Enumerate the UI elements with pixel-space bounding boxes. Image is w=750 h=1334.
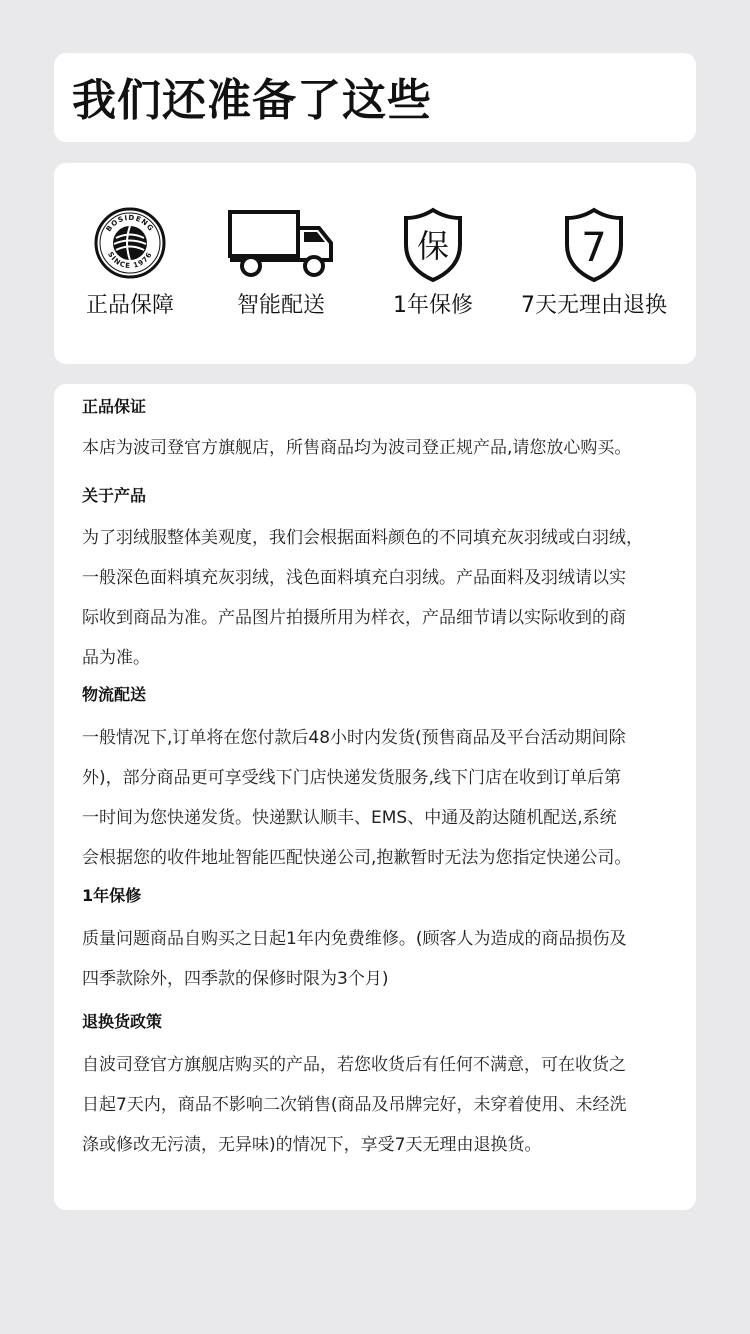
svg-text:BOSIDENG: BOSIDENG [104,213,156,234]
shield-glyph: 7 [581,225,607,271]
body-line: 一时间为您快递发货。快递默认顺丰、EMS、中通及韵达随机配送,系统 [82,808,617,828]
body-line: 会根据您的收件地址智能匹配快递公司,抱歉暂时无法为您指定快递公司。 [82,848,632,868]
delivery-truck-icon [227,209,335,281]
body-line: 为了羽绒服整体美观度，我们会根据面料颜色的不同填充灰羽绒或白羽绒， [82,528,643,548]
feature-label: 智能配送 [236,293,325,318]
body-line: 涤或修改无污渍，无异味)的情况下，享受7天无理由退换货。 [82,1135,542,1155]
body-line: 际收到商品为准。产品图片拍摄所用为样衣，产品细节请以实际收到的商 [82,608,626,628]
page-title: 我们还准备了这些 [72,75,432,126]
policy-info-card [54,384,696,1210]
section-heading-authentic: 正品保证 [82,397,147,416]
section-heading-product: 关于产品 [82,486,147,505]
body-line: 日起7天内，商品不影响二次销售(商品及吊牌完好，未穿着使用、未经洗 [82,1095,627,1115]
section-body-returns [82,1045,674,1165]
shield-glyph: 保 [416,227,450,265]
body-line: 外)，部分商品更可享受线下门店快递发货服务,线下门店在收到订单后第 [82,768,622,788]
bosideng-logo-icon [94,207,166,283]
feature-label: 7天无理由退换 [521,293,667,318]
body-line: 四季款除外，四季款的保修时限为3个月) [82,969,389,989]
body-line: 品为准。 [82,648,150,668]
service-features-card [54,163,696,364]
section-body-logistics [82,718,674,878]
section-heading-logistics: 物流配送 [82,685,147,704]
section-body-warranty [82,919,674,999]
shield-bao-icon [402,207,464,287]
body-line: 自波司登官方旗舰店购买的产品，若您收货后有任何不满意，可在收货之 [82,1055,626,1075]
feature-label: 正品保障 [85,293,174,318]
body-line: 本店为波司登官方旗舰店，所售商品均为波司登正规产品,请您放心购买。 [82,438,632,458]
title-card [54,53,696,142]
section-heading-warranty: 1年保修 [82,886,142,905]
feature-label: 1年保修 [393,293,473,318]
section-body-authentic [82,428,674,468]
section-heading-returns: 退换货政策 [82,1012,163,1031]
section-body-product [82,518,674,678]
shield-seven-icon [563,207,625,287]
svg-text:SINCE 1976: SINCE 1976 [106,250,154,271]
body-line: 一般深色面料填充灰羽绒，浅色面料填充白羽绒。产品面料及羽绒请以实 [82,568,626,588]
body-line: 质量问题商品自购买之日起1年内免费维修。(顾客人为造成的商品损伤及 [82,929,627,949]
body-line: 一般情况下,订单将在您付款后48小时内发货(预售商品及平台活动期间除 [82,728,626,748]
